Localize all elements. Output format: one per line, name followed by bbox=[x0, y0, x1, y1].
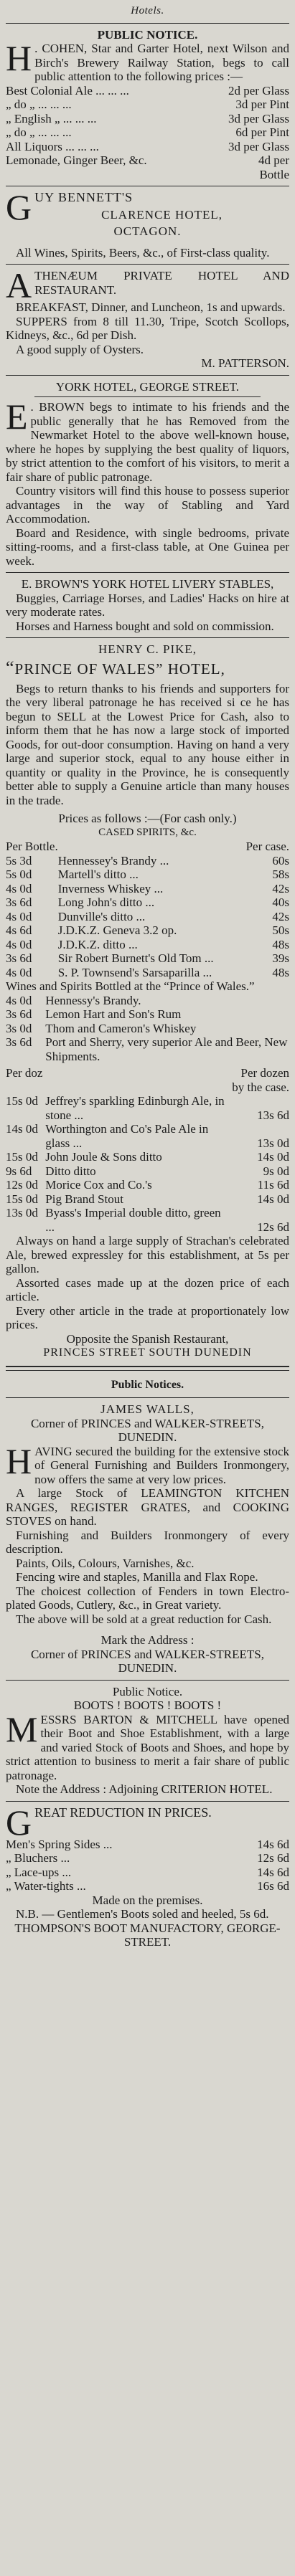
table-row: 4s 6d J.D.K.Z. Geneva 3.2 op. 50s bbox=[6, 923, 289, 937]
ad-title: YORK HOTEL, GEORGE STREET. bbox=[55, 379, 240, 394]
short-rule bbox=[34, 396, 261, 397]
table-row: 3s 6d Port and Sherry, very superior Ale and Beer, New Shipments. bbox=[6, 1035, 288, 1063]
drop-cap: E bbox=[6, 396, 28, 437]
divider bbox=[6, 23, 289, 24]
price-list bbox=[6, 1838, 289, 1893]
table-row: 15s 0d John Joule & Sons ditto 14s 0d bbox=[6, 1150, 289, 1164]
ad-body: Always on hand a large supply of Strachan's celebrated Ale, brewed expressley for this establishment, at 5s per gallon. bbox=[6, 1234, 289, 1275]
ad-athenaeum bbox=[6, 265, 289, 371]
divider bbox=[6, 1801, 289, 1802]
drop-cap: H bbox=[6, 38, 32, 78]
table-row: 14s 0d Worthington and Co's Pale Ale in glass ... 13s 0d bbox=[6, 1122, 289, 1150]
price-row: All Liquors ... ... ... 3d per Glass bbox=[6, 139, 289, 153]
divider bbox=[6, 375, 289, 376]
wines-table bbox=[6, 994, 289, 1064]
table-row: 9s 6d Ditto ditto 9s 0d bbox=[6, 1164, 289, 1178]
price-row: „ Lace-ups ... 14s 6d bbox=[6, 1865, 289, 1879]
ad-body: Horses and Harness bought and sold on commission. bbox=[16, 619, 274, 633]
ad-title: REAT REDUCTION IN PRICES. bbox=[34, 1805, 212, 1820]
drop-cap: G bbox=[6, 1802, 32, 1843]
table-row: 4s 0d Dunville's ditto ... 42s bbox=[6, 909, 289, 923]
table-row: 3s 6d Sir Robert Burnett's Old Tom ... 39s bbox=[6, 951, 289, 965]
ad-body: Buggies, Carriage Horses, and Ladies' Hacks on hire at very moderate rates. bbox=[6, 591, 289, 619]
table-row: 5s 3d Hennessey's Brandy ... 60s bbox=[6, 853, 289, 868]
ad-body: The choicest collection of Fenders in town Electro-plated Goods, Cutlery, &c., in Great variety. bbox=[6, 1584, 289, 1612]
drop-cap: H bbox=[6, 1440, 32, 1481]
table-row: 15s 0d Jeffrey's sparkling Edinburgh Ale, in stone ... 13s 6d bbox=[6, 1094, 289, 1122]
table-row: 3s 0d Thom and Cameron's Whiskey bbox=[6, 1021, 197, 1035]
table-row: 4s 0d J.D.K.Z. ditto ... 48s bbox=[6, 937, 289, 951]
ad-line: Opposite the Spanish Restaurant, bbox=[66, 1331, 229, 1346]
drop-cap: G bbox=[6, 187, 32, 227]
divider bbox=[6, 1680, 289, 1681]
ad-line: A good supply of Oysters. bbox=[16, 342, 144, 356]
newspaper-column bbox=[6, 0, 289, 1949]
hotel-location: OCTAGON. bbox=[113, 224, 182, 238]
price-row: Best Colonial Ale ... ... ... 2d per Glass bbox=[6, 83, 289, 98]
beer-table: Per doz Per dozen by the case. 15s 0d Jeffrey's sparkling Edinburgh Ale, in stone ... 13s 6d 14s 0d Worthington and Co's Pale Ale in glass ... 13s 0d 15s 0d John Joule & Sons ditto 14s 0d 9s 6d Ditto ditto 9s 0d 12s 0d Morice Cox and Co.'s 11s 6d 15s 0d Pig Brand Stout 14s 0d 13s 0d Byass's Imperial double ditto, green ... 12s 6d bbox=[6, 1066, 289, 1234]
ad-body: A large Stock of LEAMINGTON KITCHEN RANGES, REGISTER GRATES, and COOKING STOVES on hand. bbox=[6, 1486, 289, 1528]
ad-body: ESSRS BARTON & MITCHELL have opened their Boot and Shoe Establishment, with a large and varied Stock of Boots and Shoes, and hope by strict attention to business to merit a fair share of public patronage. bbox=[6, 1712, 289, 1782]
hotel-name: CLARENCE HOTEL, bbox=[101, 207, 223, 222]
price-row: „ Bluchers ... 12s 6d bbox=[6, 1851, 289, 1865]
signature: M. PATTERSON. bbox=[201, 356, 289, 370]
ad-body: Furnishing and Builders Ironmongery of every description. bbox=[6, 1528, 289, 1556]
ad-body: Fencing wire and staples, Manilla and Flax Rope. bbox=[16, 1570, 258, 1584]
wines-heading: Wines and Spirits Bottled at the “Prince of Wales.” bbox=[6, 979, 255, 993]
ad-body: Paints, Oils, Colours, Varnishes, &c. bbox=[16, 1556, 195, 1570]
table-row: 3s 6d Lemon Hart and Son's Rum bbox=[6, 1007, 182, 1021]
mark-address: Mark the Address : bbox=[100, 1633, 195, 1647]
ad-body: . BROWN begs to intimate to his friends and the public generally that he has Removed from the Newmarket Hotel to the above well-known house, where he hopes by supplying the best quality of liquors, by strict attention to the comfort of his visitors, to merit a fair share of public patronage. bbox=[6, 400, 289, 484]
table-row: 12s 0d Morice Cox and Co.'s 11s 6d bbox=[6, 1178, 289, 1192]
proprietor-name: JAMES WALLS, bbox=[100, 1402, 195, 1416]
price-list bbox=[6, 84, 289, 182]
hotel-name: PRINCE OF WALES” HOTEL, bbox=[14, 660, 225, 678]
divider bbox=[6, 1397, 289, 1398]
address: PRINCES STREET SOUTH DUNEDIN bbox=[43, 1346, 252, 1359]
ad-thompsons-boots bbox=[6, 1802, 289, 1949]
ad-body: N.B. — Gentlemen's Boots soled and heeled, 5s 6d. bbox=[16, 1907, 269, 1921]
ad-livery-stables bbox=[6, 577, 289, 633]
ad-body: Board and Residence, with single bedrooms, private sitting-rooms, and a first-class table, at One Guinea per week. bbox=[6, 526, 289, 568]
drop-cap: A bbox=[6, 265, 32, 305]
ad-prince-of-wales bbox=[6, 642, 289, 1360]
ad-james-walls bbox=[6, 1402, 289, 1676]
cased-spirits-table: Per Bottle. Per case. 5s 3d Hennessey's Brandy ... 60s 5s 0d Martell's ditto ... 58s 4s 0d Inverness Whiskey ... 42s 3s 6d Long John's ditto ... 40s 4s 0d Dunville's ditto ... 42s 4s 6d J.D.K.Z. Geneva 3.2 op. 50s 4s 0d J.D.K.Z. ditto ... 48s 3s 6d Sir Robert Burnett's Old Tom ... 39s 4s 0d S. P. Townsend's Sarsaparilla ... 48s bbox=[6, 840, 289, 979]
proprietor-name: HENRY C. PIKE, bbox=[98, 642, 197, 656]
table-row: 15s 0d Pig Brand Stout 14s 0d bbox=[6, 1192, 289, 1206]
price-row: „ English „ ... ... ... 3d per Glass bbox=[6, 111, 289, 125]
ad-body: The above will be sold at a great reduction for Cash. bbox=[16, 1612, 272, 1626]
ad-star-and-garter bbox=[6, 28, 289, 182]
address: Corner of PRINCES and WALKER-STREETS, DUNEDIN. bbox=[30, 1416, 265, 1444]
table-row: 5s 0d Martell's ditto ... 58s bbox=[6, 868, 289, 881]
drop-cap: M bbox=[6, 1708, 38, 1749]
ad-subtitle: BOOTS ! BOOTS ! BOOTS ! bbox=[73, 1698, 222, 1712]
firm-name: THOMPSON'S BOOT MANUFACTORY, GEORGE-STREET. bbox=[14, 1921, 281, 1949]
cased-heading: CASED SPIRITS, &c. bbox=[98, 826, 197, 838]
ad-line: Made on the premises. bbox=[92, 1893, 203, 1907]
table-row: 4s 0d Inverness Whiskey ... 42s bbox=[6, 881, 289, 895]
proprietor-name: UY BENNETT'S bbox=[34, 190, 134, 204]
ad-body: All Wines, Spirits, Beers, &c., of First-class quality. bbox=[16, 245, 270, 260]
divider bbox=[6, 572, 289, 573]
price-row: Lemonade, Ginger Beer, &c. 4d per Bottle bbox=[6, 153, 289, 181]
ad-body: . COHEN, Star and Garter Hotel, next Wilson and Birch's Brewery Railway Station, begs to call public attention to the following prices :— bbox=[34, 42, 289, 83]
price-row: „ do „ ... ... ... 3d per Pint bbox=[6, 98, 289, 111]
divider bbox=[6, 637, 289, 638]
ad-body: Assorted cases made up at the dozen price of each article. bbox=[6, 1275, 289, 1303]
double-divider bbox=[6, 1366, 289, 1371]
section-heading-hotels: Hotels. bbox=[131, 5, 164, 16]
table-row: 3s 6d Long John's ditto ... 40s bbox=[6, 895, 289, 909]
ad-body: Note the Address : Adjoining CRITERION HOTEL. bbox=[16, 1782, 273, 1796]
ad-york-hotel bbox=[6, 380, 289, 569]
address: Corner of PRINCES and WALKER-STREETS, DUNEDIN. bbox=[30, 1647, 265, 1675]
price-row: „ Water-tights ... 16s 6d bbox=[6, 1879, 289, 1893]
table-row: 4s 0d Hennessy's Brandy. bbox=[6, 993, 141, 1007]
ad-body: AVING secured the building for the extensive stock of General Furnishing and Builders Ironmongery, now offers the same at very low prices. bbox=[34, 1444, 289, 1486]
price-row: „ do „ ... ... ... 6d per Pint bbox=[6, 125, 289, 139]
table-row: 4s 0d S. P. Townsend's Sarsaparilla ... 48s bbox=[6, 965, 289, 979]
ad-title: PUBLIC NOTICE. bbox=[97, 27, 198, 42]
table-row: 13s 0d Byass's Imperial double ditto, green ... 12s 6d bbox=[6, 1206, 289, 1234]
ad-title: Public Notice. bbox=[112, 1684, 183, 1698]
prices-heading: Prices as follows :—(For cash only.) bbox=[58, 812, 237, 825]
ad-body: Every other article in the trade at proportionately low prices. bbox=[6, 1303, 289, 1331]
divider bbox=[6, 264, 289, 265]
ad-line: SUPPERS from 8 till 11.30, Tripe, Scotch Scollops, Kidneys, &c., 6d per Dish. bbox=[6, 314, 289, 342]
open-quote: “ bbox=[6, 657, 15, 678]
ad-title: THENÆUM PRIVATE HOTEL AND RESTAURANT. bbox=[34, 269, 289, 297]
ad-clarence-hotel bbox=[6, 187, 289, 260]
ad-barton-mitchell bbox=[6, 1685, 289, 1797]
ad-title: E. BROWN'S YORK HOTEL LIVERY STABLES, bbox=[21, 577, 274, 591]
price-row: Men's Spring Sides ... 14s 6d bbox=[6, 1837, 289, 1851]
ad-body: Country visitors will find this house to possess superior advantages in the way of Stabling and Yard Accommodation. bbox=[6, 484, 289, 526]
section-heading-public-notices: Public Notices. bbox=[111, 1378, 184, 1391]
ad-body: Begs to return thanks to his friends and supporters for the very liberal patronage he has received si ce he has begun to SELL at the Lowest Price for Cash, also to inform them that he has now a large stock of imported Goods, for out-door consumption. Having on hand a very large and superior stock, equal to any house either in quantity or quality in the Province, he is consequently better able to supply a Genuine article than many houses in the trade. bbox=[6, 681, 289, 807]
ad-line: BREAKFAST, Dinner, and Luncheon, 1s and upwards. bbox=[16, 300, 286, 314]
